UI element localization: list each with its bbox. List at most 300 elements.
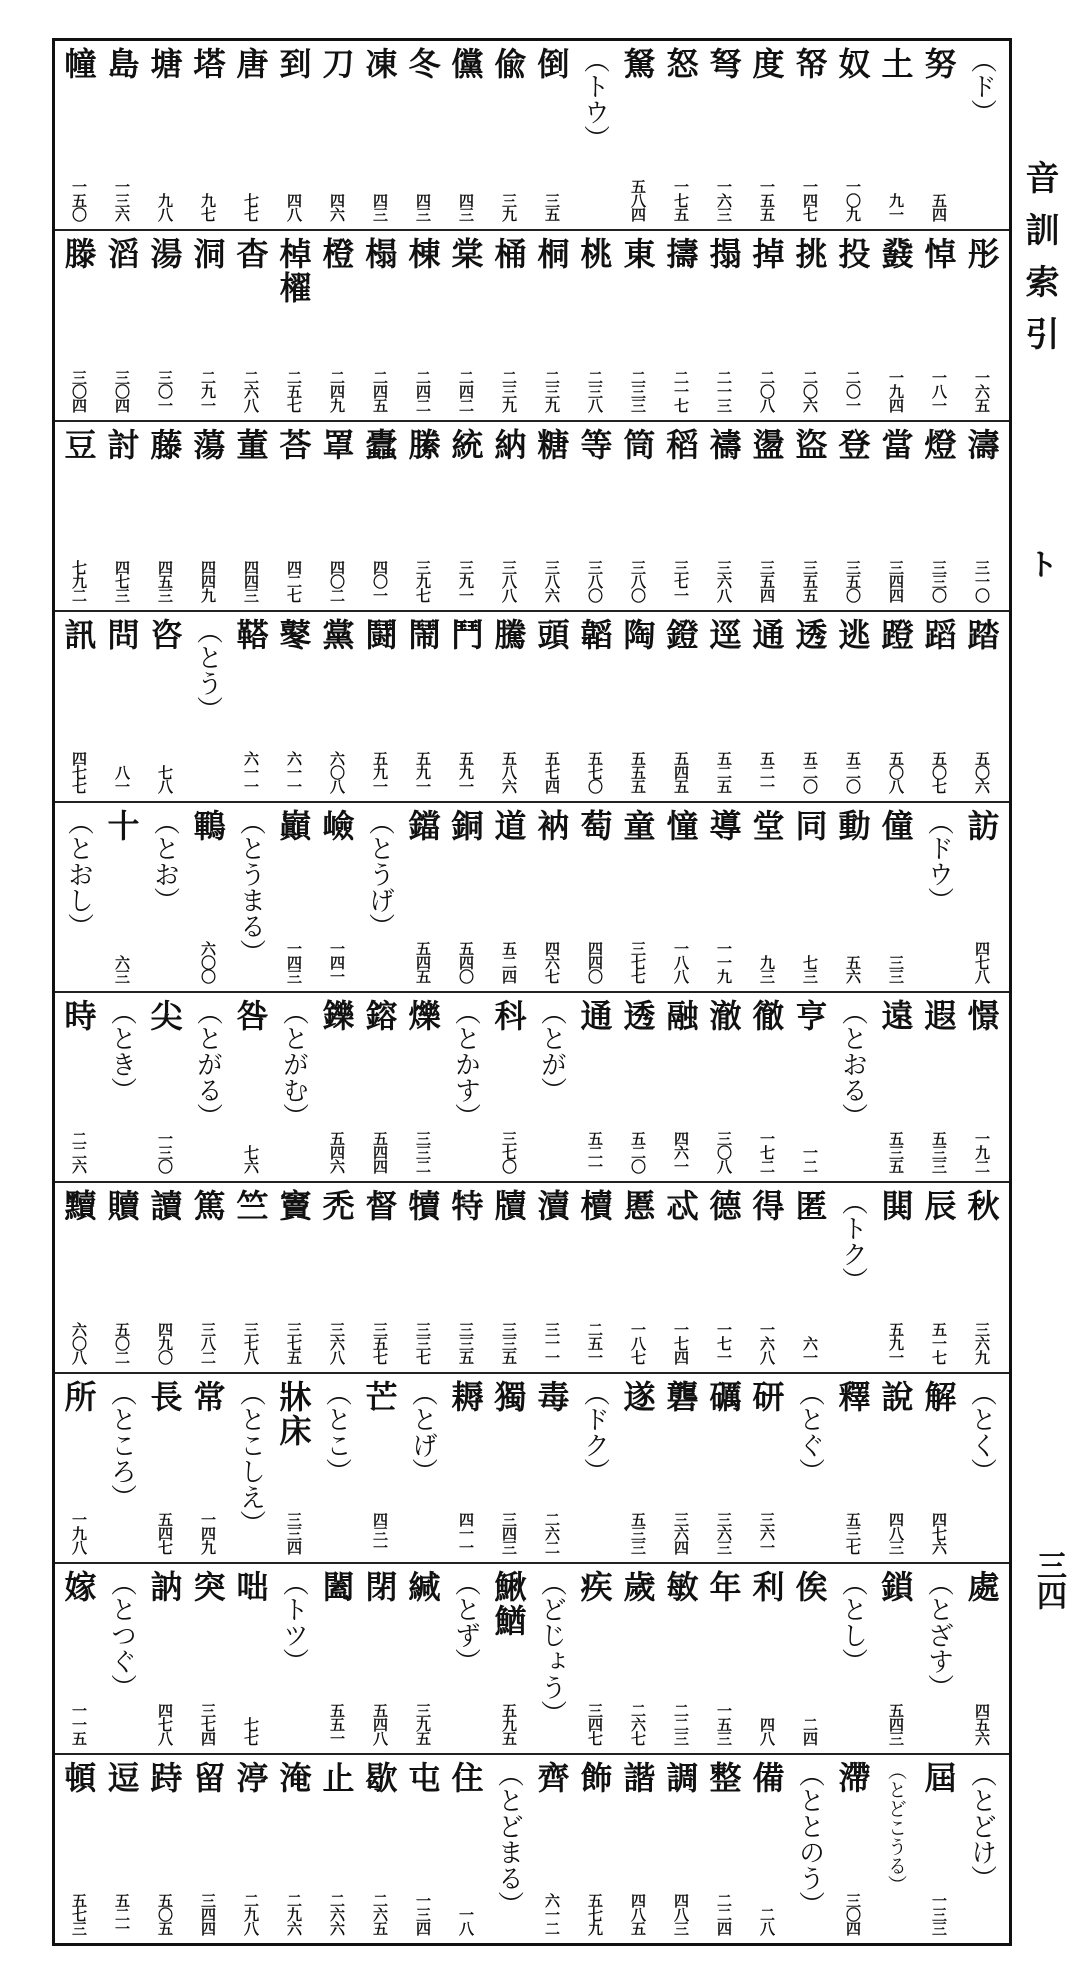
index-entry xyxy=(788,428,831,606)
index-entry xyxy=(530,618,573,796)
reading-header xyxy=(272,999,315,1177)
entry-character: 十 xyxy=(102,808,141,843)
reading-header xyxy=(530,999,573,1177)
entry-page-ref: 三〇八 xyxy=(715,1131,733,1174)
entry-page-ref: 一八七 xyxy=(629,1321,647,1364)
index-entry xyxy=(530,47,573,225)
index-entry xyxy=(272,809,315,987)
entry-character: （ドウ） xyxy=(923,808,954,913)
entry-character: 篤 xyxy=(188,1189,227,1224)
entry-character: 通 xyxy=(747,618,786,653)
index-entry xyxy=(444,428,487,606)
index-entry xyxy=(530,1380,573,1558)
index-entry xyxy=(659,1570,702,1748)
entry-page-ref: 一三六 xyxy=(113,179,131,222)
entry-character: 蠹 xyxy=(360,427,399,462)
entry-page-ref: 二四二 xyxy=(457,369,475,412)
entry-character: 滕 xyxy=(59,237,98,272)
entry-page-ref: 二四九 xyxy=(328,369,346,412)
entry-page-ref: 四八五 xyxy=(629,1893,647,1936)
index-band xyxy=(55,1181,1009,1371)
entry-page-ref: 五四七 xyxy=(156,1512,174,1555)
index-entry xyxy=(143,237,186,415)
entry-character: 鬥 xyxy=(446,618,485,653)
index-entry xyxy=(143,1761,186,1939)
index-entry xyxy=(358,1570,401,1748)
entry-page-ref: 一六三 xyxy=(715,179,733,222)
entry-page-ref: 一四九 xyxy=(199,1512,217,1555)
entry-character: 滔 xyxy=(102,237,141,272)
entry-page-ref: 四八三 xyxy=(887,1512,905,1555)
entry-character: 年 xyxy=(704,1570,743,1605)
index-entry xyxy=(272,47,315,225)
index-entry xyxy=(487,999,530,1177)
entry-page-ref: 二〇八 xyxy=(758,369,776,412)
reading-header xyxy=(917,809,960,987)
index-entry xyxy=(401,1189,444,1367)
index-entry xyxy=(186,1380,229,1558)
entry-page-ref: 四七八 xyxy=(973,941,991,984)
reading-header xyxy=(831,999,874,1177)
entry-character: 遠 xyxy=(876,999,915,1034)
entry-character: （とう） xyxy=(192,618,223,723)
index-entry xyxy=(702,428,745,606)
index-entry xyxy=(100,1189,143,1367)
entry-page-ref: 五二〇 xyxy=(629,1131,647,1174)
entry-page-ref: 三七五 xyxy=(285,1321,303,1364)
entry-page-ref: 四六 xyxy=(328,193,346,222)
entry-character: （ドク） xyxy=(579,1379,610,1484)
entry-character: 逃 xyxy=(833,618,872,653)
index-entry xyxy=(358,1761,401,1939)
entry-page-ref: 一七二 xyxy=(758,1131,776,1174)
index-entry xyxy=(229,1189,272,1367)
entry-page-ref: 九八 xyxy=(156,193,174,222)
entry-character: 等 xyxy=(575,427,614,462)
index-band xyxy=(55,1372,1009,1562)
index-entry xyxy=(229,428,272,606)
section-letter: ト xyxy=(1028,548,1058,583)
entry-page-ref: 二八 xyxy=(758,1907,776,1936)
entry-page-ref: 二六七 xyxy=(629,1702,647,1745)
entry-character: 闔 xyxy=(317,1570,356,1605)
entry-character: 諧 xyxy=(618,1760,657,1795)
entry-character: 解 xyxy=(919,1379,958,1414)
entry-character: 冬 xyxy=(403,47,442,81)
index-entry xyxy=(745,1761,788,1939)
index-entry xyxy=(444,618,487,796)
entry-character: 巓 xyxy=(274,808,313,843)
entry-page-ref: 五五五 xyxy=(629,750,647,793)
entry-character: 透 xyxy=(790,618,829,653)
entry-character: 董 xyxy=(231,427,270,462)
reading-header xyxy=(229,809,272,987)
reading-header xyxy=(100,999,143,1177)
entry-page-ref: 四五三 xyxy=(156,560,174,603)
entry-page-ref: 五九一 xyxy=(887,1321,905,1364)
entry-page-ref: 六〇八 xyxy=(328,750,346,793)
entry-character: 討 xyxy=(102,427,141,462)
entry-page-ref: 二三九 xyxy=(500,369,518,412)
entry-character: 動 xyxy=(833,808,872,843)
entry-page-ref: 五七三 xyxy=(70,1893,88,1936)
entry-character: 頭 xyxy=(532,618,571,653)
entry-character: 盪 xyxy=(747,427,786,462)
index-entry xyxy=(57,1189,100,1367)
reading-header xyxy=(788,1761,831,1939)
entry-page-ref: 七六 xyxy=(242,1145,260,1174)
entry-character: 特 xyxy=(446,1189,485,1224)
entry-character: 淹 xyxy=(274,1760,313,1795)
index-entry xyxy=(143,999,186,1177)
entry-character: 礱 xyxy=(661,1379,700,1414)
entry-page-ref: 三九 xyxy=(500,193,518,222)
entry-character: 科 xyxy=(489,999,528,1034)
entry-character: 說 xyxy=(876,1379,915,1414)
entry-character: 整 xyxy=(704,1760,743,1795)
entry-page-ref: 三三七 xyxy=(414,1321,432,1364)
entry-character: 縢 xyxy=(403,427,442,462)
entry-page-ref: 三〇四 xyxy=(844,1893,862,1936)
entry-character: 鼗 xyxy=(876,237,915,272)
entry-character: 亨 xyxy=(790,999,829,1034)
entry-page-ref: 四五六 xyxy=(973,1702,991,1745)
index-entry xyxy=(745,809,788,987)
index-entry xyxy=(487,809,530,987)
reading-header xyxy=(530,1570,573,1748)
entry-page-ref: 一八 xyxy=(457,1907,475,1936)
entry-page-ref: 三三五 xyxy=(500,1321,518,1364)
entry-page-ref: 三五〇 xyxy=(844,560,862,603)
index-entry xyxy=(831,237,874,415)
entry-page-ref: 一五三 xyxy=(715,1702,733,1745)
entry-character: 所 xyxy=(59,1379,98,1414)
index-entry xyxy=(788,809,831,987)
entry-character: 耨 xyxy=(446,1379,485,1414)
entry-page-ref: 五四六 xyxy=(328,1131,346,1174)
entry-character: 頓 xyxy=(59,1760,98,1795)
entry-character: 遐 xyxy=(919,999,958,1034)
entry-page-ref: 三〇四 xyxy=(113,369,131,412)
entry-page-ref: 四三 xyxy=(414,193,432,222)
index-entry xyxy=(315,237,358,415)
index-entry xyxy=(487,1570,530,1748)
index-entry xyxy=(573,809,616,987)
entry-page-ref: 一四三 xyxy=(285,941,303,984)
entry-page-ref: 二三三 xyxy=(629,369,647,412)
index-band xyxy=(55,420,1009,610)
index-entry xyxy=(659,809,702,987)
entry-character: （とお） xyxy=(149,808,180,913)
entry-page-ref: 四六七 xyxy=(543,941,561,984)
index-entry xyxy=(659,428,702,606)
entry-character: 遂 xyxy=(618,1379,657,1414)
entry-page-ref: 五四五 xyxy=(672,750,690,793)
entry-character: 杳 xyxy=(231,237,270,272)
entry-character: 登 xyxy=(833,427,872,462)
entry-page-ref: 五五一 xyxy=(328,1702,346,1745)
entry-character: 當 xyxy=(876,427,915,462)
index-entry xyxy=(874,1570,917,1748)
entry-character: 納 xyxy=(489,427,528,462)
entry-page-ref: 三五七 xyxy=(371,1321,389,1364)
entry-page-ref: 一九八 xyxy=(70,1512,88,1555)
entry-page-ref: 五八六 xyxy=(500,750,518,793)
index-entry xyxy=(745,1570,788,1748)
index-entry xyxy=(487,1380,530,1558)
entry-page-ref: 一二 xyxy=(801,1145,819,1174)
entry-character: 逗 xyxy=(102,1760,141,1795)
entry-page-ref: 四〇一 xyxy=(371,560,389,603)
index-entry xyxy=(186,809,229,987)
entry-page-ref: 一〇九 xyxy=(844,179,862,222)
reading-header xyxy=(444,1570,487,1748)
entry-page-ref: 五二四 xyxy=(500,941,518,984)
entry-character: （とおる） xyxy=(837,999,868,1130)
entry-character: 咄 xyxy=(231,1570,270,1605)
entry-character: 禿 xyxy=(317,1189,356,1224)
entry-page-ref: 二六六 xyxy=(328,1893,346,1936)
index-entry xyxy=(272,1380,315,1558)
index-entry xyxy=(272,237,315,415)
entry-character: 蹈 xyxy=(919,618,958,653)
index-entry xyxy=(401,1570,444,1748)
reading-header xyxy=(917,1570,960,1748)
index-entry xyxy=(831,1761,874,1939)
entry-character: 彤 xyxy=(962,237,1001,272)
entry-character: 倒 xyxy=(532,47,571,81)
index-entry xyxy=(917,1189,960,1367)
entry-character: 透 xyxy=(618,999,657,1034)
index-entry xyxy=(960,809,1003,987)
index-entry xyxy=(616,618,659,796)
entry-page-ref: 三七七 xyxy=(629,941,647,984)
index-entry xyxy=(917,1380,960,1558)
entry-character: （ととのう） xyxy=(794,1760,825,1917)
entry-page-ref: 四〇二 xyxy=(328,560,346,603)
index-entry xyxy=(229,999,272,1177)
index-entry xyxy=(487,237,530,415)
entry-character: 湯 xyxy=(145,237,184,272)
reading-header xyxy=(100,1570,143,1748)
index-entry xyxy=(831,428,874,606)
entry-page-ref: 四八 xyxy=(758,1716,776,1745)
entry-page-ref: 二九六 xyxy=(285,1893,303,1936)
entry-character: 唐 xyxy=(231,47,270,81)
index-entry xyxy=(57,237,100,415)
index-entry xyxy=(702,999,745,1177)
entry-page-ref: 五九一 xyxy=(457,750,475,793)
entry-page-ref: 一五〇 xyxy=(70,179,88,222)
entry-character: 處 xyxy=(962,1570,1001,1605)
entry-character: 荅 xyxy=(274,427,313,462)
entry-character: 桶 xyxy=(489,237,528,272)
index-entry xyxy=(530,1189,573,1367)
entry-character: 贖 xyxy=(102,1189,141,1224)
entry-page-ref: 一五五 xyxy=(758,179,776,222)
entry-character: （とどけ） xyxy=(966,1760,997,1891)
entry-page-ref: 五四五 xyxy=(414,941,432,984)
index-entry xyxy=(659,999,702,1177)
entry-character: 憬 xyxy=(962,999,1001,1034)
entry-page-ref: 三三二 xyxy=(414,1131,432,1174)
index-entry xyxy=(272,618,315,796)
entry-page-ref: 五二〇 xyxy=(801,750,819,793)
index-entry xyxy=(616,1380,659,1558)
entry-page-ref: 四七六 xyxy=(930,1512,948,1555)
index-entry xyxy=(57,47,100,225)
index-entry xyxy=(745,428,788,606)
index-entry xyxy=(444,47,487,225)
index-title: 音訓索引 xyxy=(1019,160,1059,368)
entry-character: （とぐ） xyxy=(794,1379,825,1484)
entry-character: （とどこうる） xyxy=(885,1760,907,1894)
entry-character: （トツ） xyxy=(278,1570,309,1675)
entry-character: 駑 xyxy=(618,47,657,81)
entry-page-ref: 四七八 xyxy=(156,1702,174,1745)
entry-page-ref: 三一一 xyxy=(543,1321,561,1364)
entry-character: 竺 xyxy=(231,1189,270,1224)
entry-character: 帑 xyxy=(790,47,829,81)
entry-page-ref: 六一二 xyxy=(543,1893,561,1936)
entry-page-ref: 一八八 xyxy=(672,941,690,984)
entry-page-ref: 三六八 xyxy=(328,1321,346,1364)
index-band xyxy=(55,801,1009,991)
entry-page-ref: 二六八 xyxy=(242,369,260,412)
entry-character: 慝 xyxy=(618,1189,657,1224)
entry-character: 住 xyxy=(446,1760,485,1795)
entry-page-ref: 二九八 xyxy=(242,1893,260,1936)
entry-page-ref: 一一九 xyxy=(715,941,733,984)
index-entry xyxy=(487,428,530,606)
entry-page-ref: 四八三 xyxy=(672,1893,690,1936)
entry-character: 歲 xyxy=(618,1570,657,1605)
index-entry xyxy=(960,618,1003,796)
index-band xyxy=(55,610,1009,800)
index-entry xyxy=(143,428,186,606)
entry-page-ref: 五七四 xyxy=(543,750,561,793)
index-entry xyxy=(401,428,444,606)
entry-character: 塘 xyxy=(145,47,184,81)
entry-character: 通 xyxy=(575,999,614,1034)
entry-character: 備 xyxy=(747,1760,786,1795)
entry-page-ref: 五三三 xyxy=(930,1131,948,1174)
entry-page-ref: 三七四 xyxy=(199,1702,217,1745)
reading-header xyxy=(272,1570,315,1748)
entry-character: 蹬 xyxy=(876,618,915,653)
index-entry xyxy=(616,428,659,606)
entry-page-ref: 四四〇 xyxy=(586,941,604,984)
entry-character: 度 xyxy=(747,47,786,81)
entry-page-ref: 三七〇 xyxy=(500,1131,518,1174)
entry-character: （とうげ） xyxy=(364,808,395,939)
entry-page-ref: 六〇八 xyxy=(70,1321,88,1364)
entry-character: 濤 xyxy=(962,427,1001,462)
entry-character: 得 xyxy=(747,1189,786,1224)
index-entry xyxy=(57,428,100,606)
entry-character: 芒 xyxy=(360,1379,399,1414)
index-entry xyxy=(702,1761,745,1939)
entry-page-ref: 五六 xyxy=(844,955,862,984)
entry-character: 問 xyxy=(102,618,141,653)
entry-page-ref: 一八一 xyxy=(930,369,948,412)
entry-character: 常 xyxy=(188,1379,227,1414)
entry-page-ref: 五〇八 xyxy=(887,750,905,793)
entry-character: 飾 xyxy=(575,1760,614,1795)
entry-character: 榻 xyxy=(360,237,399,272)
index-entry xyxy=(315,1570,358,1748)
entry-character: 督 xyxy=(360,1189,399,1224)
reading-header xyxy=(315,1380,358,1558)
entry-page-ref: 三五五 xyxy=(801,560,819,603)
index-entry xyxy=(573,1570,616,1748)
index-entry xyxy=(358,237,401,415)
index-entry xyxy=(874,618,917,796)
reading-header xyxy=(831,1570,874,1748)
index-entry xyxy=(100,47,143,225)
entry-character: 豆 xyxy=(59,427,98,462)
entry-character: 疾 xyxy=(575,1570,614,1605)
index-entry xyxy=(788,237,831,415)
entry-character: 緘 xyxy=(403,1570,442,1605)
entry-page-ref: 三四四 xyxy=(199,1893,217,1936)
entry-character: 鐙 xyxy=(661,618,700,653)
index-band xyxy=(55,991,1009,1181)
index-entry xyxy=(616,999,659,1177)
index-entry xyxy=(874,428,917,606)
index-table xyxy=(52,38,1012,1946)
entry-page-ref: 五四八 xyxy=(371,1702,389,1745)
entry-character: 萄 xyxy=(575,808,614,843)
index-entry xyxy=(315,1761,358,1939)
entry-character: 嫁 xyxy=(59,1570,98,1605)
entry-character: 努 xyxy=(919,47,958,81)
entry-page-ref: 五二〇 xyxy=(844,750,862,793)
entry-page-ref: 三六八 xyxy=(715,560,733,603)
entry-page-ref: 四八 xyxy=(285,193,303,222)
entry-page-ref: 四二七 xyxy=(285,560,303,603)
entry-page-ref: 一六八 xyxy=(758,1321,776,1364)
entry-page-ref: 二四二 xyxy=(414,369,432,412)
index-entry xyxy=(616,1570,659,1748)
entry-character: 憧 xyxy=(661,808,700,843)
entry-character: 燈 xyxy=(919,427,958,462)
entry-character: 怒 xyxy=(661,47,700,81)
index-entry xyxy=(401,809,444,987)
index-entry xyxy=(702,1380,745,1558)
index-entry xyxy=(57,999,100,1177)
index-entry xyxy=(659,47,702,225)
index-entry xyxy=(745,1380,788,1558)
entry-character: 跱 xyxy=(145,1760,184,1795)
entry-page-ref: 二二六 xyxy=(70,1131,88,1174)
entry-page-ref: 二三九 xyxy=(543,369,561,412)
entry-character: 黷 xyxy=(59,1189,98,1224)
entry-character: 咨 xyxy=(145,618,184,653)
entry-page-ref: 二三八 xyxy=(586,369,604,412)
entry-page-ref: 五三三 xyxy=(629,1512,647,1555)
index-entry xyxy=(100,809,143,987)
entry-character: 辰 xyxy=(919,1189,958,1224)
entry-character: 鎖 xyxy=(876,1570,915,1605)
entry-character: 鞳 xyxy=(231,618,270,653)
entry-page-ref: 三五四 xyxy=(758,560,776,603)
entry-page-ref: 四四九 xyxy=(199,560,217,603)
entry-page-ref: 一四一 xyxy=(328,941,346,984)
entry-character: 僮 xyxy=(876,808,915,843)
entry-page-ref: 五四四 xyxy=(371,1131,389,1174)
index-entry xyxy=(315,618,358,796)
